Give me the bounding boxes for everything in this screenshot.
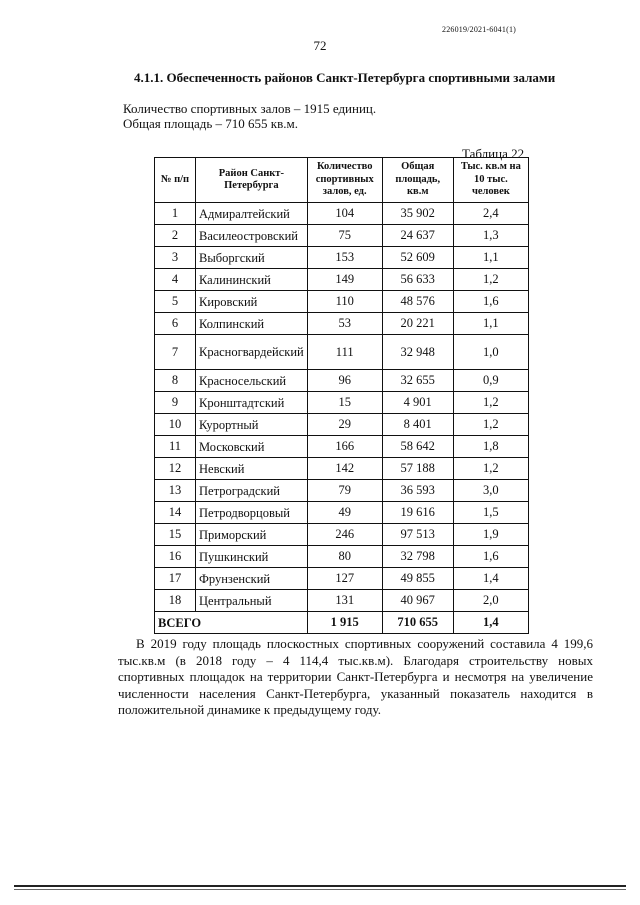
- row-ratio: 1,0: [453, 335, 528, 370]
- row-area: 19 616: [382, 502, 453, 524]
- row-number: 15: [155, 524, 196, 546]
- row-district: Петроградский: [196, 480, 308, 502]
- row-ratio: 1,2: [453, 414, 528, 436]
- table-row: [155, 590, 529, 612]
- table-row: [155, 291, 529, 313]
- row-district: Красносельский: [196, 370, 308, 392]
- row-number: 4: [155, 269, 196, 291]
- row-ratio: 1,2: [453, 269, 528, 291]
- row-area: 52 609: [382, 247, 453, 269]
- row-area: 48 576: [382, 291, 453, 313]
- row-number: 14: [155, 502, 196, 524]
- intro-line-count: Количество спортивных залов – 1915 единиц.: [123, 101, 377, 116]
- row-district: Невский: [196, 458, 308, 480]
- row-district: Курортный: [196, 414, 308, 436]
- row-ratio: 1,5: [453, 502, 528, 524]
- table-row: [155, 247, 529, 269]
- table-row: [155, 414, 529, 436]
- row-ratio: 0,9: [453, 370, 528, 392]
- row-district: Красногвардейский: [196, 335, 308, 370]
- row-count: 149: [307, 269, 382, 291]
- row-district: Московский: [196, 436, 308, 458]
- row-ratio: 1,6: [453, 291, 528, 313]
- footer-rule: [14, 885, 626, 887]
- row-ratio: 1,9: [453, 524, 528, 546]
- row-district: Выборгский: [196, 247, 308, 269]
- row-area: 49 855: [382, 568, 453, 590]
- body-paragraph: В 2019 году площадь плоскостных спортивных сооружений составила 4 199,6 тыс.кв.м (в 2018 году – 4 114,4 тыс.кв.м). Благодаря строительству новых спортивных площадок на территории Санкт-Петербурга и несмотря на увеличение численности населения Санкт-Петербурга, указанный показатель находится в положительной динамике к предыдущему году.: [118, 636, 593, 717]
- row-number: 12: [155, 458, 196, 480]
- table-row: [155, 313, 529, 335]
- row-count: 104: [307, 203, 382, 225]
- table-caption: Таблица 22: [462, 146, 525, 161]
- table-row: [155, 392, 529, 414]
- row-count: 142: [307, 458, 382, 480]
- row-ratio: 2,0: [453, 590, 528, 612]
- row-district: Кировский: [196, 291, 308, 313]
- row-count: 49: [307, 502, 382, 524]
- table-row: [155, 546, 529, 568]
- intro-line-area: Общая площадь – 710 655 кв.м.: [123, 116, 298, 131]
- row-area: 57 188: [382, 458, 453, 480]
- row-ratio: 1,2: [453, 392, 528, 414]
- header-count: Количество спортивных залов, ед.: [307, 158, 382, 203]
- row-area: 8 401: [382, 414, 453, 436]
- page-number: 72: [313, 38, 327, 53]
- row-area: 58 642: [382, 436, 453, 458]
- sports-halls-table: [154, 157, 529, 634]
- row-area: 32 655: [382, 370, 453, 392]
- row-district: Приморский: [196, 524, 308, 546]
- table-row: [155, 524, 529, 546]
- row-district: Колпинский: [196, 313, 308, 335]
- total-label: ВСЕГО: [155, 612, 308, 634]
- row-area: 20 221: [382, 313, 453, 335]
- row-ratio: 1,1: [453, 313, 528, 335]
- row-count: 53: [307, 313, 382, 335]
- row-district: Петродворцовый: [196, 502, 308, 524]
- row-number: 10: [155, 414, 196, 436]
- row-area: 36 593: [382, 480, 453, 502]
- header-district: Район Санкт-Петербурга: [196, 158, 308, 203]
- row-area: 40 967: [382, 590, 453, 612]
- row-ratio: 1,8: [453, 436, 528, 458]
- row-district: Калининский: [196, 269, 308, 291]
- row-number: 7: [155, 335, 196, 370]
- total-ratio: 1,4: [453, 612, 528, 634]
- table-row: [155, 480, 529, 502]
- row-number: 11: [155, 436, 196, 458]
- section-heading: 4.1.1. Обеспеченность районов Санкт-Петербурга спортивными залами: [134, 70, 556, 85]
- total-count: 1 915: [307, 612, 382, 634]
- table-row: [155, 502, 529, 524]
- intro-block: [123, 101, 376, 131]
- row-ratio: 1,1: [453, 247, 528, 269]
- row-count: 246: [307, 524, 382, 546]
- row-number: 8: [155, 370, 196, 392]
- table-row: [155, 458, 529, 480]
- row-ratio: 3,0: [453, 480, 528, 502]
- row-ratio: 1,4: [453, 568, 528, 590]
- row-ratio: 1,6: [453, 546, 528, 568]
- row-number: 5: [155, 291, 196, 313]
- footer-rule-thin: [14, 889, 626, 890]
- row-count: 153: [307, 247, 382, 269]
- row-number: 16: [155, 546, 196, 568]
- header-area: Общая площадь, кв.м: [382, 158, 453, 203]
- table-total-row: [155, 612, 529, 634]
- header-number: № п/п: [155, 158, 196, 203]
- row-area: 56 633: [382, 269, 453, 291]
- total-area: 710 655: [382, 612, 453, 634]
- row-number: 1: [155, 203, 196, 225]
- row-number: 9: [155, 392, 196, 414]
- table-row: [155, 225, 529, 247]
- row-number: 17: [155, 568, 196, 590]
- row-district: Пушкинский: [196, 546, 308, 568]
- table-row: [155, 568, 529, 590]
- row-area: 35 902: [382, 203, 453, 225]
- row-ratio: 1,3: [453, 225, 528, 247]
- row-count: 166: [307, 436, 382, 458]
- row-area: 32 798: [382, 546, 453, 568]
- row-ratio: 2,4: [453, 203, 528, 225]
- row-number: 3: [155, 247, 196, 269]
- table-header-row: [155, 158, 529, 203]
- table-row: [155, 436, 529, 458]
- document-number: 226019/2021-6041(1): [442, 25, 517, 34]
- row-number: 13: [155, 480, 196, 502]
- row-district: Фрунзенский: [196, 568, 308, 590]
- row-count: 96: [307, 370, 382, 392]
- row-number: 2: [155, 225, 196, 247]
- table-row: [155, 370, 529, 392]
- row-district: Василеостровский: [196, 225, 308, 247]
- row-count: 131: [307, 590, 382, 612]
- row-count: 110: [307, 291, 382, 313]
- row-count: 79: [307, 480, 382, 502]
- row-count: 111: [307, 335, 382, 370]
- row-district: Адмиралтейский: [196, 203, 308, 225]
- row-area: 97 513: [382, 524, 453, 546]
- row-area: 24 637: [382, 225, 453, 247]
- row-ratio: 1,2: [453, 458, 528, 480]
- row-count: 15: [307, 392, 382, 414]
- row-area: 4 901: [382, 392, 453, 414]
- row-district: Центральный: [196, 590, 308, 612]
- row-area: 32 948: [382, 335, 453, 370]
- row-count: 127: [307, 568, 382, 590]
- row-count: 80: [307, 546, 382, 568]
- table-row: [155, 335, 529, 370]
- row-count: 29: [307, 414, 382, 436]
- row-district: Кронштадтский: [196, 392, 308, 414]
- table-row: [155, 269, 529, 291]
- row-number: 18: [155, 590, 196, 612]
- row-count: 75: [307, 225, 382, 247]
- header-ratio: Тыс. кв.м на 10 тыс. человек: [453, 158, 528, 203]
- table-row: [155, 203, 529, 225]
- row-number: 6: [155, 313, 196, 335]
